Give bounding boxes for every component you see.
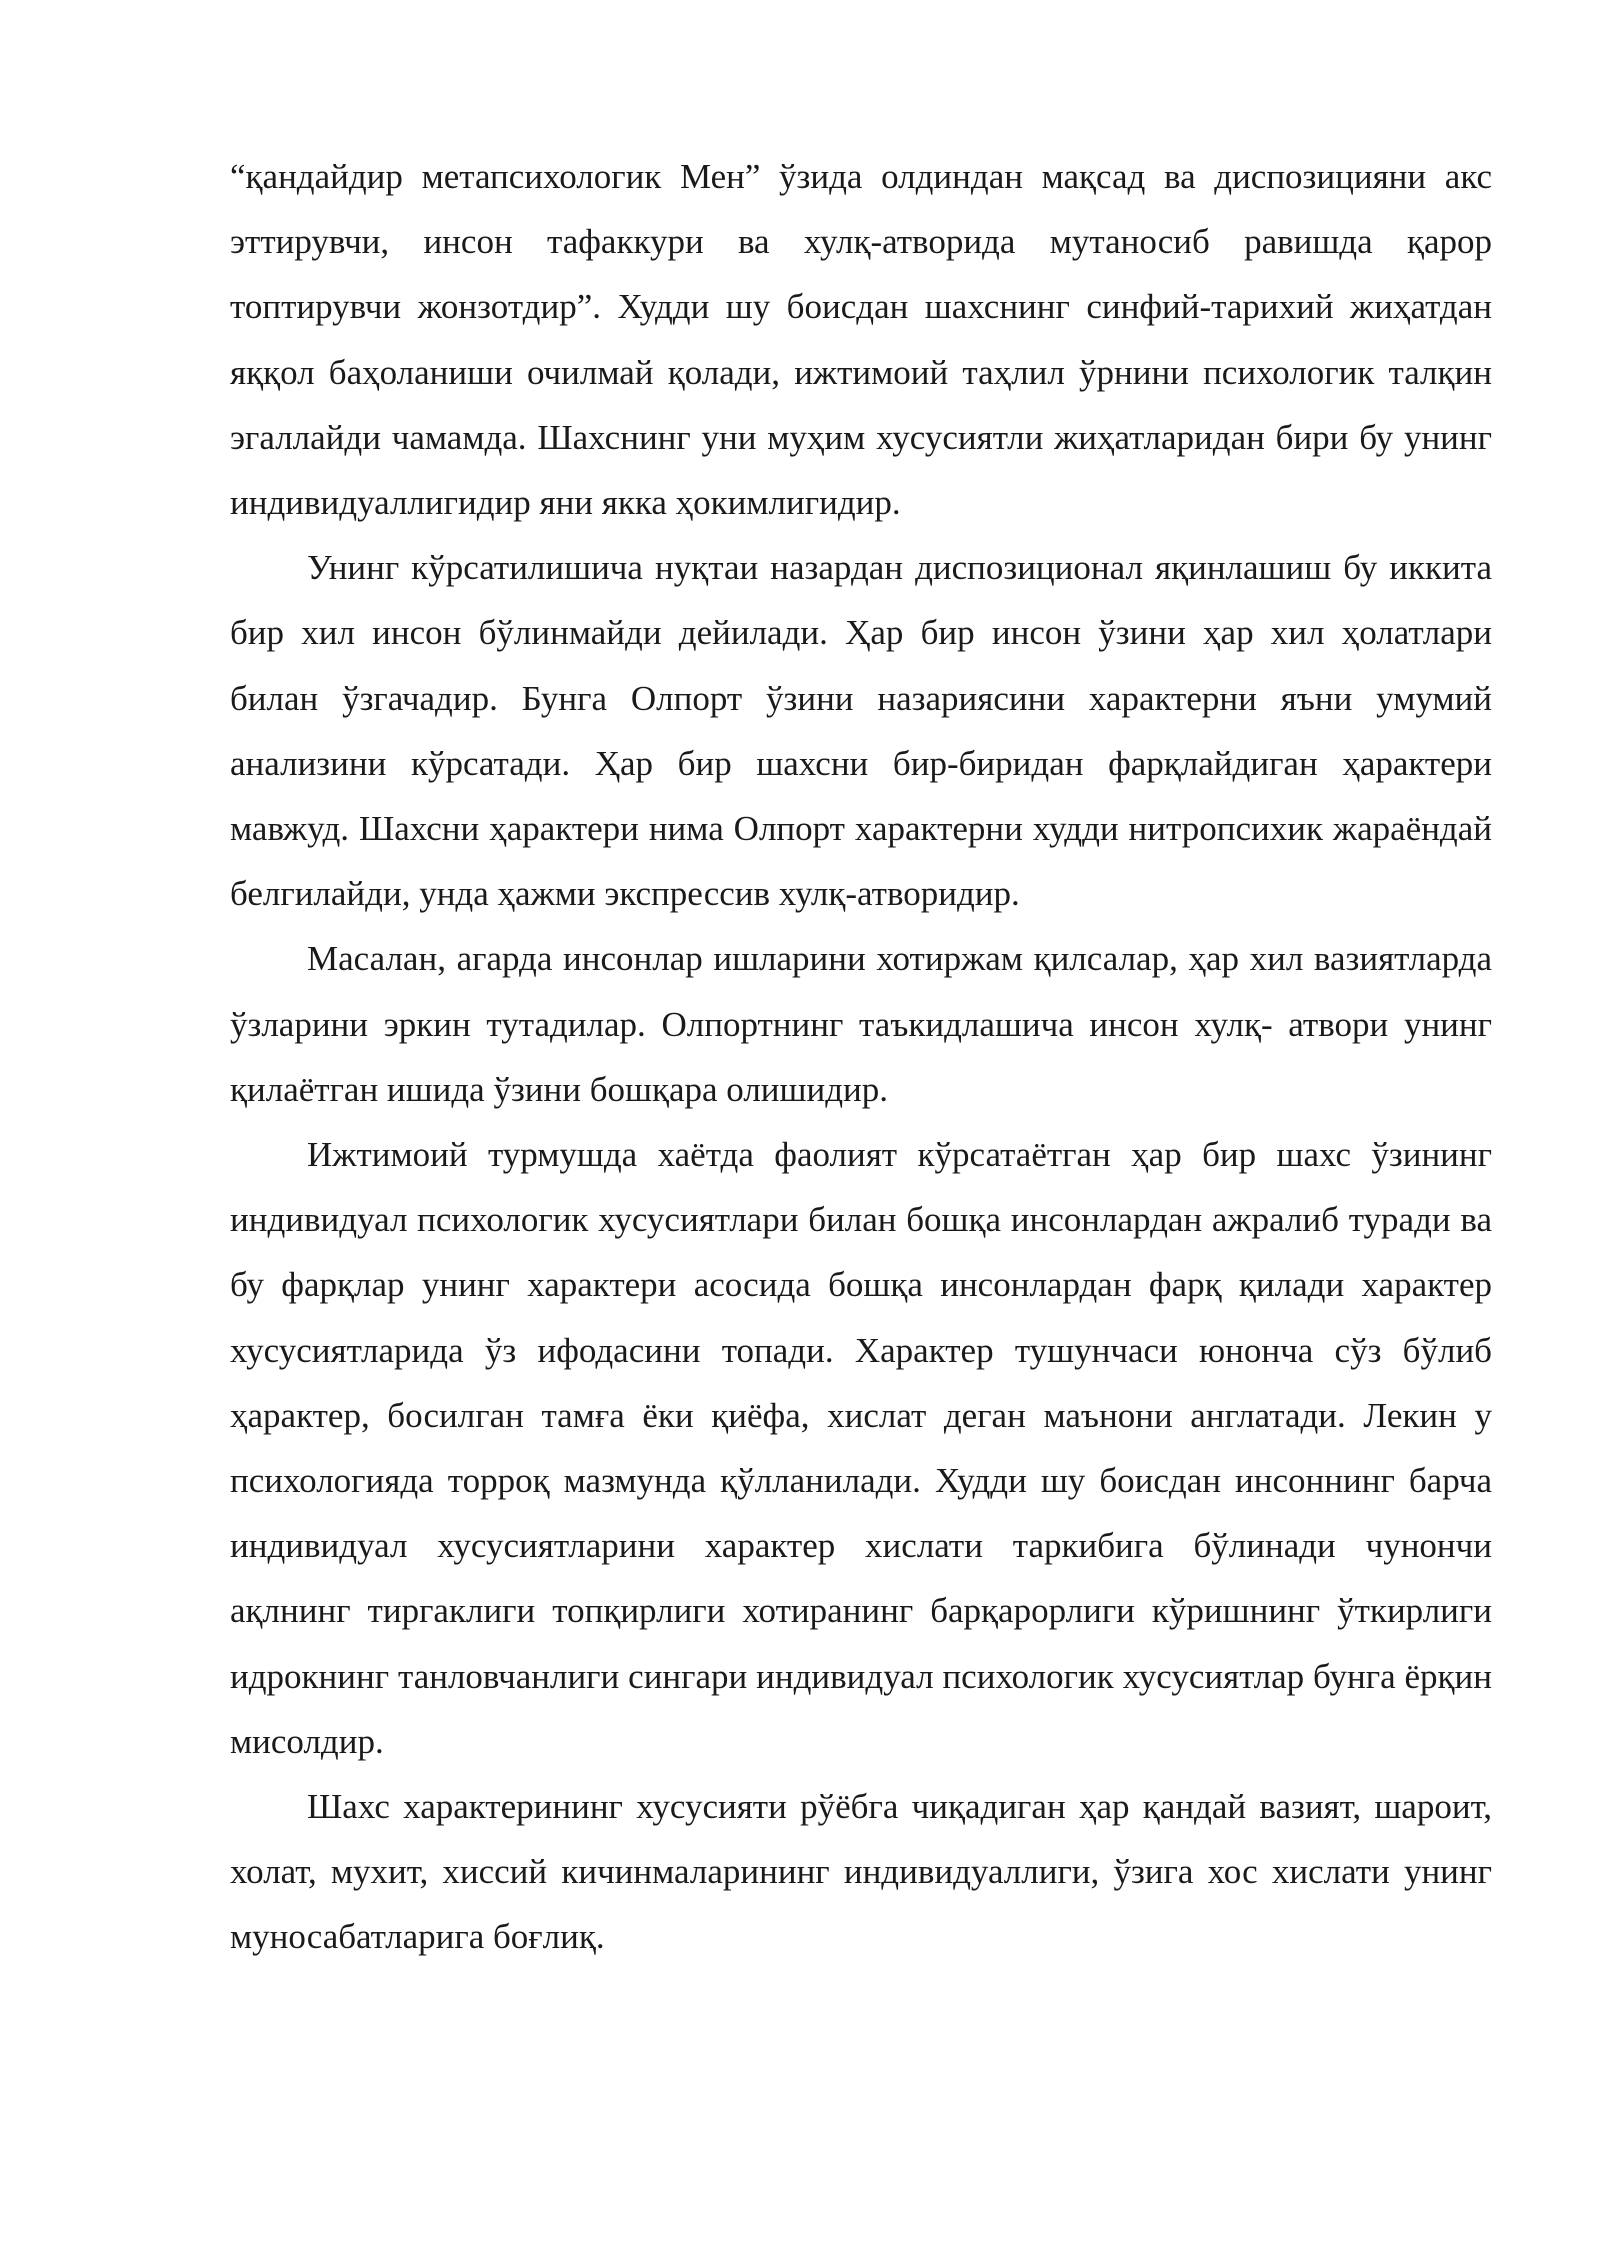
paragraph-3: Масалан, агарда инсонлар ишларини хотиржам қилсалар, ҳар хил вазиятларда ўзларини эркин тутадилар. Олпортнинг таъкидлашича инсон хулқ- атвори унинг қилаётган ишида ўзини бошқара олишидир.	[230, 939, 1492, 1109]
paragraph-1: “қандайдир метапсихологик Мен” ўзида олдиндан мақсад ва диспозицияни акс эттирувчи, инсон тафаккури ва хулқ-атворида мутаносиб равишда қарор топтирувчи жонзотдир”. Худди шу боисдан шахснинг синфий-тарихий жиҳатдан яққол баҳоланиши очилмай қолади, ижтимоий таҳлил ўрнини психологик талқин эгаллайди чамамда. Шахснинг уни муҳим хусусиятли жиҳатларидан бири бу унинг индивидуаллигидир яни якка ҳокимлигидир.	[230, 157, 1492, 523]
document-body	[230, 144, 1492, 1970]
paragraph-2: Унинг кўрсатилишича нуқтаи назардан диспозиционал яқинлашиш бу иккита бир хил инсон бўлинмайди дейилади. Ҳар бир инсон ўзини ҳар хил ҳолатлари билан ўзгачадир. Бунга Олпорт ўзини назариясини характерни яъни умумий анализини кўрсатади. Ҳар бир шахсни бир-биридан фарқлайдиган ҳарактери мавжуд. Шахсни ҳарактери нима Олпорт характерни худди нитропсихик жараёндай белгилайди, унда ҳажми экспрессив хулқ-атворидир.	[230, 548, 1492, 914]
paragraph-4: Ижтимоий турмушда хаётда фаолият кўрсатаётган ҳар бир шахс ўзининг индивидуал психологик хусусиятлари билан бошқа инсонлардан ажралиб туради ва бу фарқлар унинг характери асосида бошқа инсонлардан фарқ қилади характер хусусиятларида ўз ифодасини топади. Характер тушунчаси юнонча сўз бўлиб ҳарактер, босилган тамға ёки қиёфа, хислат деган маънони англатади. Лекин у психологияда торроқ мазмунда қўлланилади. Худди шу боисдан инсоннинг барча индивидуал хусусиятларини характер хислати таркибига бўлинади чунончи ақлнинг тиргаклиги топқирлиги хотиранинг барқарорлиги кўришнинг ўткирлиги идрокнинг танловчанлиги сингари индивидуал психологик хусусиятлар бунга ёрқин мисолдир.	[230, 1135, 1492, 1761]
paragraph-5: Шахс характерининг хусусияти рўёбга чиқадиган ҳар қандай вазият, шароит, холат, мухит, хиссий кичинмаларининг индивидуаллиги, ўзига хос хислати унинг муносабатларига боғлиқ.	[230, 1787, 1492, 1957]
